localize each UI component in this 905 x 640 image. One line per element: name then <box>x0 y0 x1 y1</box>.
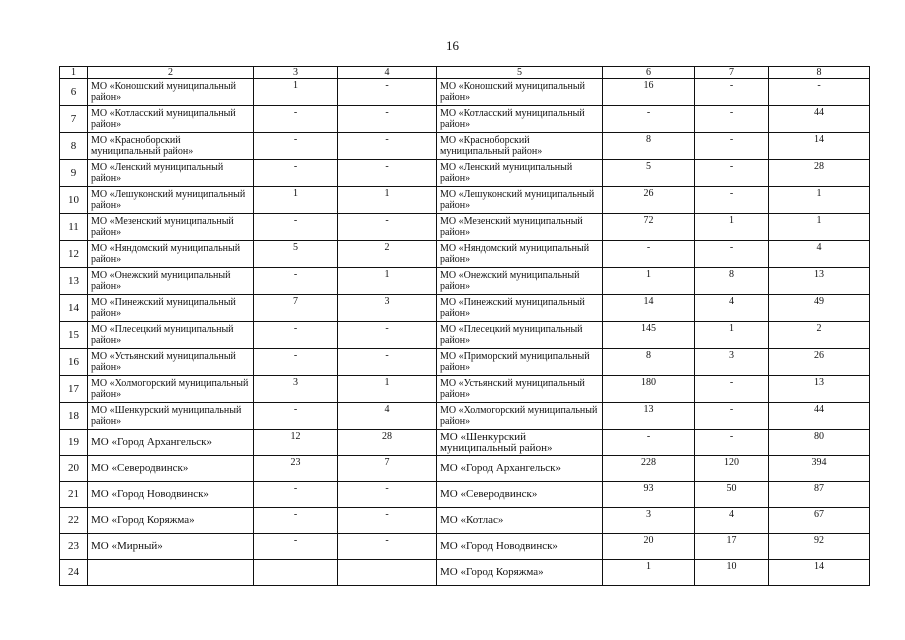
municipality-name: МО «Мирный» <box>88 534 254 560</box>
value-col-6: 8 <box>603 349 695 376</box>
table-row <box>60 376 870 403</box>
municipality-name-2: МО «Мезенский муниципальный район» <box>437 214 603 241</box>
value-col-7: - <box>695 403 769 430</box>
value-col-6: 20 <box>603 534 695 560</box>
value-col-3: 5 <box>254 241 338 268</box>
value-col-3: - <box>254 508 338 534</box>
row-number: 23 <box>60 534 88 560</box>
row-number: 11 <box>60 214 88 241</box>
row-number: 17 <box>60 376 88 403</box>
municipality-name-2: МО «Плесецкий муниципальный район» <box>437 322 603 349</box>
row-number: 12 <box>60 241 88 268</box>
row-number: 14 <box>60 295 88 322</box>
municipality-name-2: МО «Няндомский муниципальный район» <box>437 241 603 268</box>
value-col-4: 7 <box>338 456 437 482</box>
row-number: 13 <box>60 268 88 295</box>
municipality-name: МО «Северодвинск» <box>88 456 254 482</box>
municipality-name-2: МО «Пинежский муниципальный район» <box>437 295 603 322</box>
municipality-name-2: МО «Онежский муниципальный район» <box>437 268 603 295</box>
value-col-7: - <box>695 160 769 187</box>
municipality-name-2: МО «Северодвинск» <box>437 482 603 508</box>
municipality-name: МО «Красноборский муниципальный район» <box>88 133 254 160</box>
value-col-4: - <box>338 79 437 106</box>
value-col-8: 14 <box>769 560 870 586</box>
table-row <box>60 160 870 187</box>
value-col-8: 14 <box>769 133 870 160</box>
value-col-3: 12 <box>254 430 338 456</box>
value-col-3: 3 <box>254 376 338 403</box>
municipality-name: МО «Холмогорский муниципальный район» <box>88 376 254 403</box>
value-col-3: 1 <box>254 187 338 214</box>
row-number: 20 <box>60 456 88 482</box>
value-col-8: 87 <box>769 482 870 508</box>
value-col-3: - <box>254 268 338 295</box>
value-col-7: 10 <box>695 560 769 586</box>
value-col-4: 1 <box>338 187 437 214</box>
value-col-4: - <box>338 106 437 133</box>
value-col-4 <box>338 560 437 586</box>
row-number: 8 <box>60 133 88 160</box>
table-row <box>60 430 870 456</box>
row-number: 6 <box>60 79 88 106</box>
municipality-name-2: МО «Город Новодвинск» <box>437 534 603 560</box>
value-col-7: - <box>695 106 769 133</box>
value-col-4: - <box>338 133 437 160</box>
value-col-7: - <box>695 187 769 214</box>
column-header: 6 <box>603 67 695 79</box>
value-col-3: - <box>254 482 338 508</box>
municipality-name: МО «Коношский муниципальный район» <box>88 79 254 106</box>
table-row <box>60 133 870 160</box>
row-number: 10 <box>60 187 88 214</box>
value-col-6: 13 <box>603 403 695 430</box>
value-col-6: 5 <box>603 160 695 187</box>
value-col-8: 44 <box>769 106 870 133</box>
value-col-6: 1 <box>603 560 695 586</box>
value-col-3: - <box>254 133 338 160</box>
value-col-8: 394 <box>769 456 870 482</box>
value-col-7: 4 <box>695 508 769 534</box>
value-col-4: 28 <box>338 430 437 456</box>
value-col-6: - <box>603 241 695 268</box>
table-row <box>60 322 870 349</box>
municipality-name: МО «Онежский муниципальный район» <box>88 268 254 295</box>
value-col-6: 93 <box>603 482 695 508</box>
value-col-4: 3 <box>338 295 437 322</box>
table-row <box>60 349 870 376</box>
value-col-7: 1 <box>695 214 769 241</box>
value-col-4: - <box>338 322 437 349</box>
value-col-6: 16 <box>603 79 695 106</box>
value-col-3: 7 <box>254 295 338 322</box>
value-col-3 <box>254 560 338 586</box>
table-row <box>60 456 870 482</box>
value-col-8: 67 <box>769 508 870 534</box>
value-col-6: 228 <box>603 456 695 482</box>
column-header: 1 <box>60 67 88 79</box>
row-number: 15 <box>60 322 88 349</box>
value-col-6: 145 <box>603 322 695 349</box>
municipality-name: МО «Город Новодвинск» <box>88 482 254 508</box>
municipality-name-2: МО «Шенкурский муниципальный район» <box>437 430 603 456</box>
row-number: 18 <box>60 403 88 430</box>
municipality-name: МО «Мезенский муниципальный район» <box>88 214 254 241</box>
municipality-name-2: МО «Котлас» <box>437 508 603 534</box>
table-row <box>60 79 870 106</box>
table-row <box>60 187 870 214</box>
municipality-name: МО «Город Архангельск» <box>88 430 254 456</box>
row-number: 21 <box>60 482 88 508</box>
column-header: 4 <box>338 67 437 79</box>
municipality-name: МО «Шенкурский муниципальный район» <box>88 403 254 430</box>
value-col-4: - <box>338 349 437 376</box>
value-col-7: 50 <box>695 482 769 508</box>
value-col-7: 120 <box>695 456 769 482</box>
value-col-8: 1 <box>769 187 870 214</box>
table-row <box>60 295 870 322</box>
value-col-7: - <box>695 376 769 403</box>
table-row <box>60 106 870 133</box>
value-col-4: - <box>338 534 437 560</box>
value-col-4: - <box>338 508 437 534</box>
value-col-8: 13 <box>769 376 870 403</box>
municipality-name-2: МО «Коношский муниципальный район» <box>437 79 603 106</box>
municipality-name: МО «Лешуконский муниципальный район» <box>88 187 254 214</box>
municipality-name-2: МО «Холмогорский муниципальный район» <box>437 403 603 430</box>
value-col-8: 4 <box>769 241 870 268</box>
value-col-4: - <box>338 160 437 187</box>
value-col-3: - <box>254 106 338 133</box>
value-col-3: - <box>254 349 338 376</box>
table-row <box>60 560 870 586</box>
municipality-name: МО «Няндомский муниципальный район» <box>88 241 254 268</box>
row-number: 16 <box>60 349 88 376</box>
municipality-name-2: МО «Лешуконский муниципальный район» <box>437 187 603 214</box>
value-col-6: 8 <box>603 133 695 160</box>
value-col-4: 1 <box>338 268 437 295</box>
municipality-name: МО «Плесецкий муниципальный район» <box>88 322 254 349</box>
value-col-3: 1 <box>254 79 338 106</box>
row-number: 22 <box>60 508 88 534</box>
row-number: 9 <box>60 160 88 187</box>
row-number: 19 <box>60 430 88 456</box>
value-col-7: 4 <box>695 295 769 322</box>
column-header: 8 <box>769 67 870 79</box>
value-col-7: - <box>695 133 769 160</box>
municipality-name: МО «Устьянский муниципальный район» <box>88 349 254 376</box>
value-col-7: - <box>695 241 769 268</box>
value-col-8: 13 <box>769 268 870 295</box>
header-row <box>60 67 870 79</box>
table-row <box>60 241 870 268</box>
municipality-name: МО «Котласский муниципальный район» <box>88 106 254 133</box>
municipality-name-2: МО «Приморский муниципальный район» <box>437 349 603 376</box>
value-col-6: 180 <box>603 376 695 403</box>
value-col-7: 17 <box>695 534 769 560</box>
value-col-8: 44 <box>769 403 870 430</box>
value-col-8: 2 <box>769 322 870 349</box>
value-col-4: - <box>338 214 437 241</box>
value-col-8: 92 <box>769 534 870 560</box>
value-col-8: - <box>769 79 870 106</box>
column-header: 5 <box>437 67 603 79</box>
value-col-7: - <box>695 79 769 106</box>
column-header: 2 <box>88 67 254 79</box>
value-col-8: 28 <box>769 160 870 187</box>
municipality-name-2: МО «Город Коряжма» <box>437 560 603 586</box>
page-number: 16 <box>446 38 459 53</box>
value-col-8: 80 <box>769 430 870 456</box>
column-header: 3 <box>254 67 338 79</box>
table-row <box>60 214 870 241</box>
value-col-6: - <box>603 106 695 133</box>
municipality-name-2: МО «Котласский муниципальный район» <box>437 106 603 133</box>
value-col-4: - <box>338 482 437 508</box>
value-col-3: - <box>254 322 338 349</box>
table-row <box>60 508 870 534</box>
value-col-6: 26 <box>603 187 695 214</box>
value-col-6: 14 <box>603 295 695 322</box>
municipality-name-2: МО «Ленский муниципальный район» <box>437 160 603 187</box>
value-col-6: 72 <box>603 214 695 241</box>
table-row <box>60 268 870 295</box>
value-col-4: 4 <box>338 403 437 430</box>
data-table <box>59 66 870 586</box>
value-col-6: 3 <box>603 508 695 534</box>
value-col-3: - <box>254 160 338 187</box>
table-row <box>60 482 870 508</box>
table-row <box>60 534 870 560</box>
value-col-8: 49 <box>769 295 870 322</box>
value-col-7: 8 <box>695 268 769 295</box>
value-col-7: 1 <box>695 322 769 349</box>
row-number: 7 <box>60 106 88 133</box>
municipality-name-2: МО «Город Архангельск» <box>437 456 603 482</box>
municipality-name: МО «Ленский муниципальный район» <box>88 160 254 187</box>
value-col-6: - <box>603 430 695 456</box>
value-col-6: 1 <box>603 268 695 295</box>
value-col-3: - <box>254 214 338 241</box>
municipality-name-2: МО «Красноборский муниципальный район» <box>437 133 603 160</box>
value-col-4: 1 <box>338 376 437 403</box>
row-number: 24 <box>60 560 88 586</box>
municipality-name: МО «Город Коряжма» <box>88 508 254 534</box>
value-col-7: - <box>695 430 769 456</box>
municipality-name <box>88 560 254 586</box>
municipality-name-2: МО «Устьянский муниципальный район» <box>437 376 603 403</box>
value-col-8: 1 <box>769 214 870 241</box>
value-col-3: - <box>254 403 338 430</box>
value-col-8: 26 <box>769 349 870 376</box>
table-row <box>60 403 870 430</box>
column-header: 7 <box>695 67 769 79</box>
value-col-7: 3 <box>695 349 769 376</box>
municipality-name: МО «Пинежский муниципальный район» <box>88 295 254 322</box>
value-col-3: - <box>254 534 338 560</box>
value-col-3: 23 <box>254 456 338 482</box>
value-col-4: 2 <box>338 241 437 268</box>
